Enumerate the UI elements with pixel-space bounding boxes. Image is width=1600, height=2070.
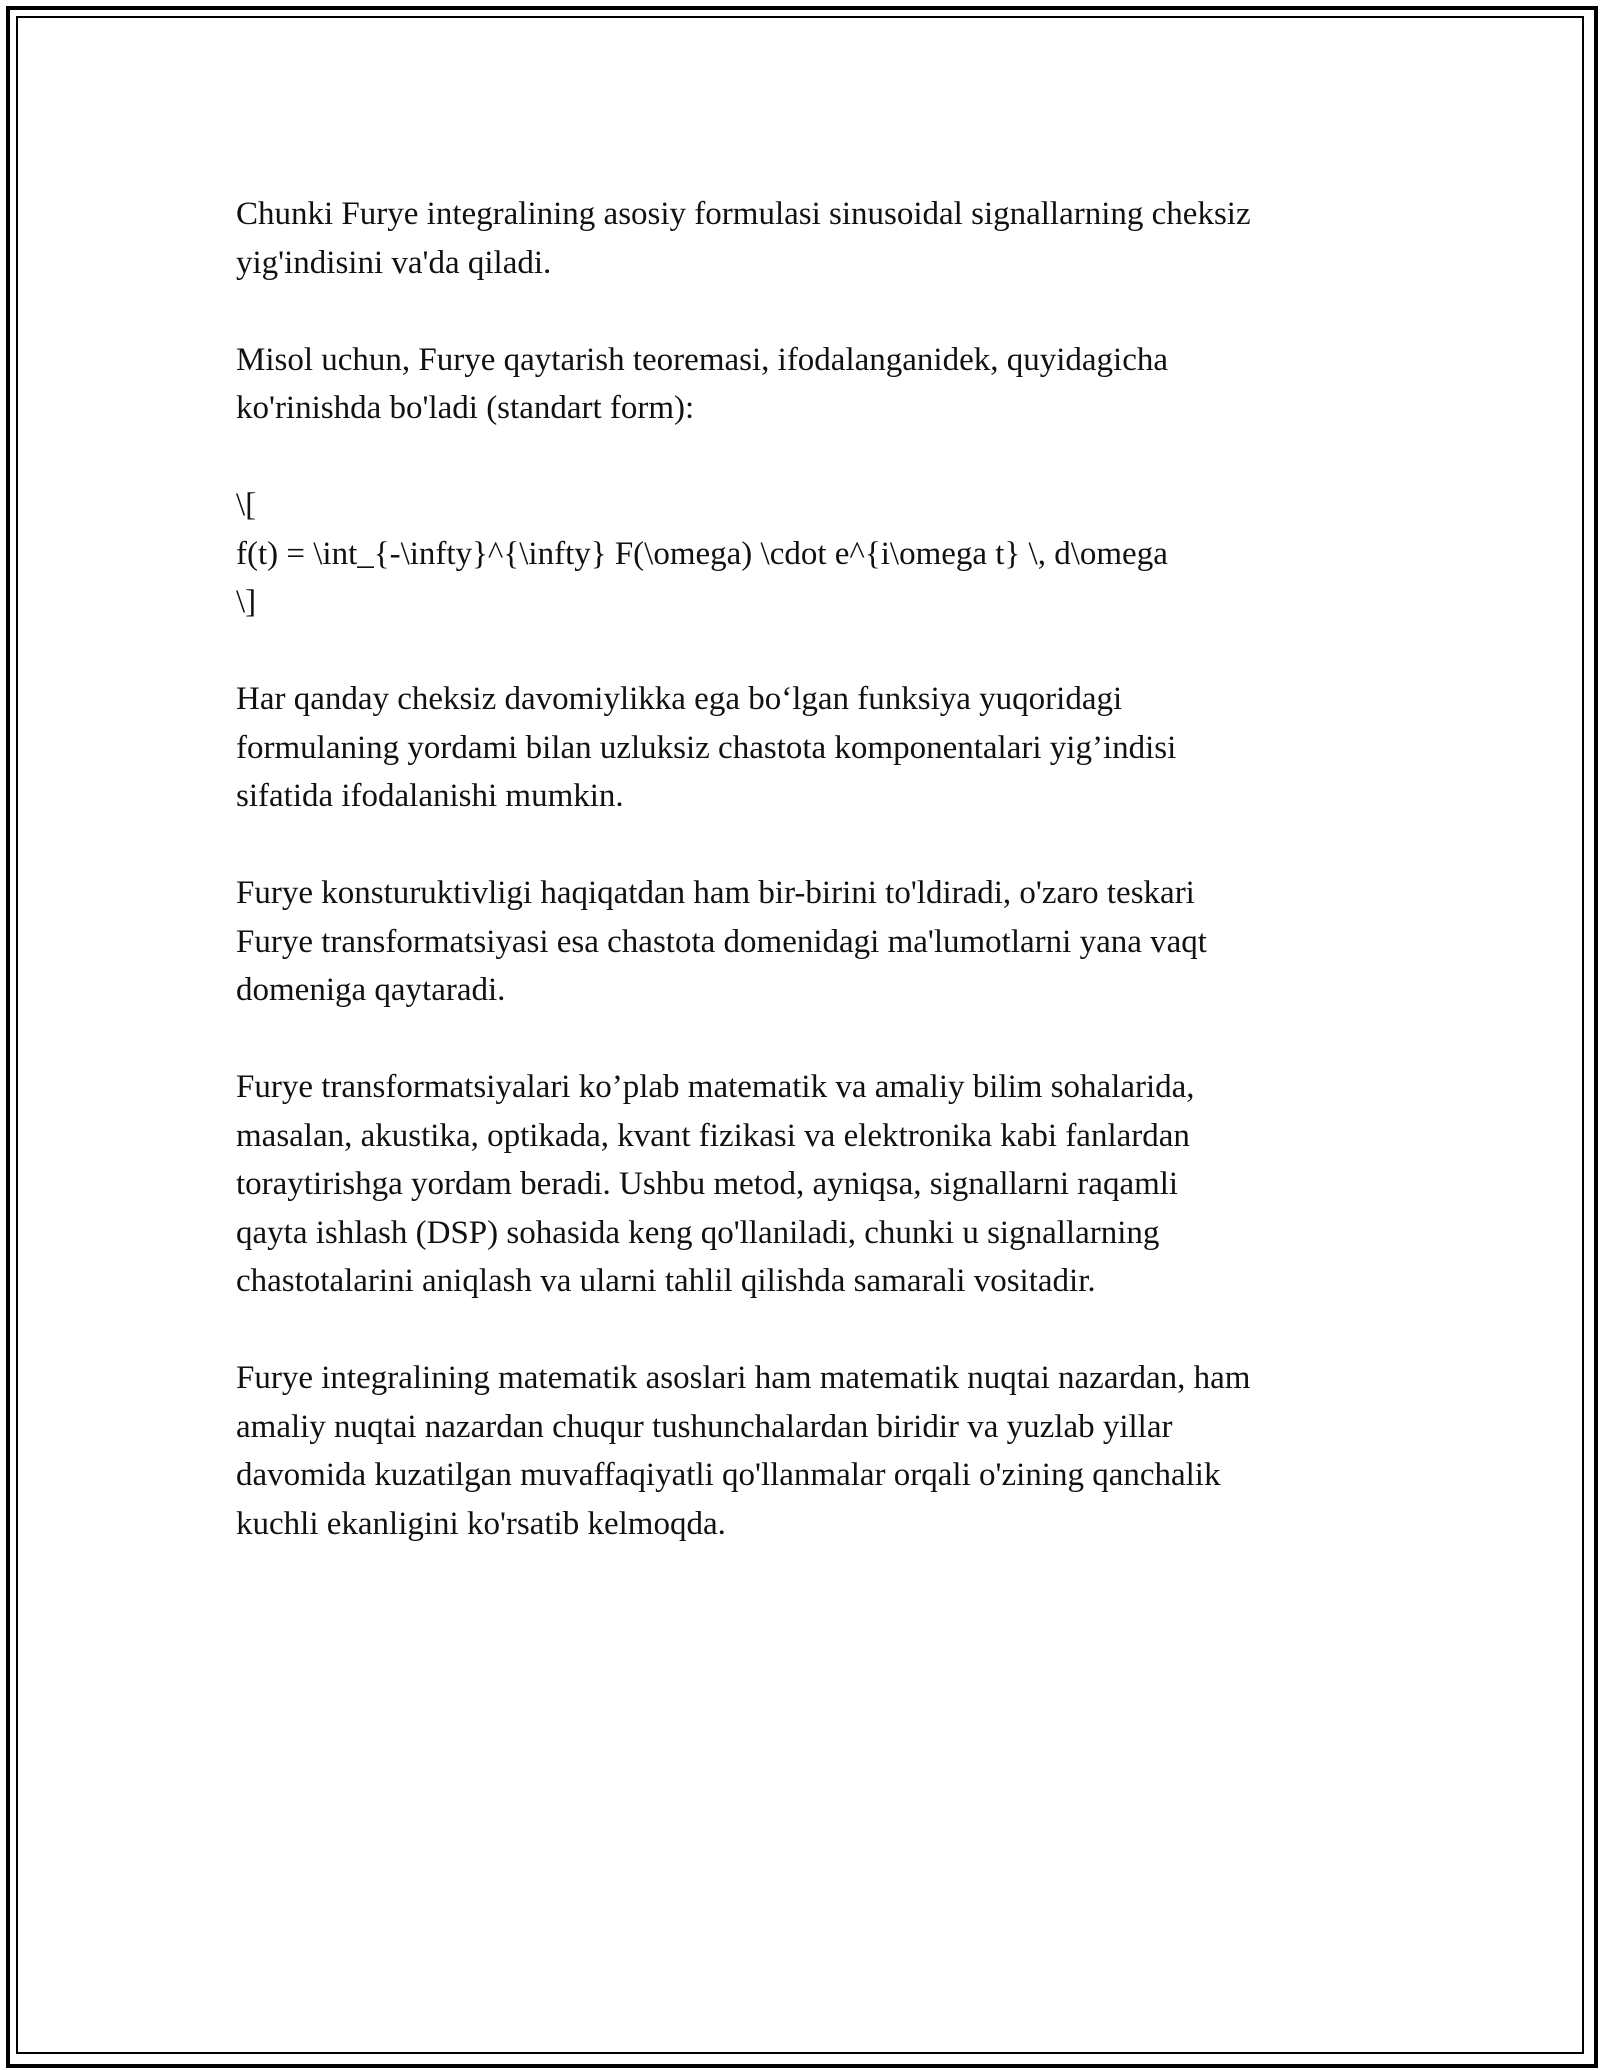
paragraph-applications: Furye transformatsiyalari ko’plab matematik va amaliy bilim sohalarida, masalan, akustika, optikada, kvant fizikasi va elektronika kabi fanlardan toraytirishga yordam beradi. Ushbu metod, ayniqsa, signallarni raqamli qayta ishlash (DSP) sohasida keng qo'llaniladi, chunki u signallarning chastotalarini aniqlash va ularni tahlil qilishda samarali vositadir. [236, 1069, 1195, 1299]
paragraph-example: Misol uchun, Furye qaytarish teoremasi, ifodalanganidek, quyidagicha ko'rinishda bo'ladi (standart form): [236, 341, 1169, 426]
paragraph-inverse-transform: Furye konsturuktivligi haqiqatdan ham bir-birini to'ldiradi, o'zaro teskari Furye transformatsiyasi esa chastota domenidagi ma'lumotlarni yana vaqt domeniga qaytaradi. [236, 875, 1207, 1008]
paragraph-explanation: Har qanday cheksiz davomiylikka ega bo‘lgan funksiya yuqoridagi formulaning yordami bilan uzluksiz chastota komponentalari yig’indisi sifatida ifodalanishi mumkin. [236, 681, 1177, 814]
paragraph-conclusion: Furye integralining matematik asoslari ham matematik nuqtai nazardan, ham amaliy nuqtai nazardan chuqur tushunchalardan biridir va yuzlab yillar davomida kuzatilgan muvaffaqiyatli qo'llanmalar orqali o'zining qanchalik kuchli ekanligini ko'rsatib kelmoqda. [236, 1360, 1251, 1542]
paragraph-intro: Chunki Furye integralining asosiy formulasi sinusoidal signallarning cheksiz yig'indisini va'da qiladi. [236, 196, 1251, 281]
formula-block: \[ f(t) = \int_{-\infty}^{\infty} F(\omega) \cdot e^{i\omega t} \, d\omega \] [236, 487, 1168, 620]
document-body [236, 190, 1386, 1597]
